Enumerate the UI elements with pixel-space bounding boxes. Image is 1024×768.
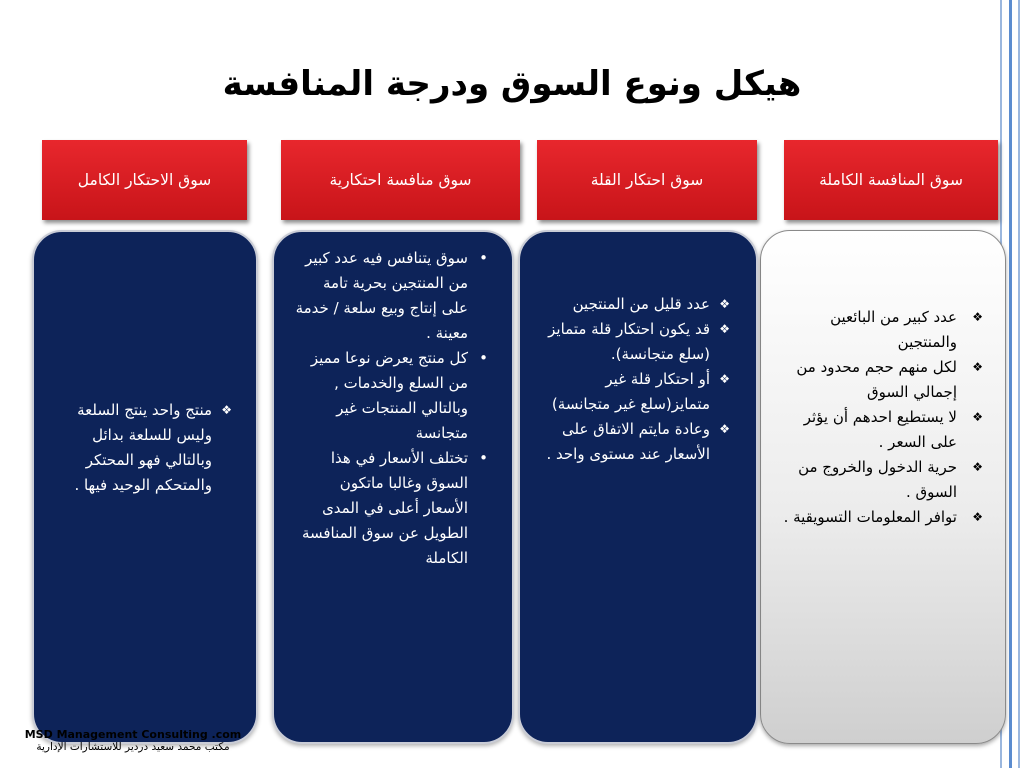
panel-oligopoly <box>518 230 758 744</box>
list-item-text: حرية الدخول والخروج من السوق . <box>798 458 957 501</box>
list-item <box>64 398 232 498</box>
diamond-bullet-icon: ❖ <box>719 297 730 311</box>
perfect-competition-list <box>779 305 983 530</box>
list-item <box>540 367 730 417</box>
monopolistic-competition-list <box>292 246 488 571</box>
slide-title: هيكل ونوع السوق ودرجة المنافسة <box>222 64 802 104</box>
footer-line-english: MSD Management Consulting .com <box>24 728 242 741</box>
list-item <box>779 405 983 455</box>
monopoly-list <box>64 398 232 498</box>
list-item-text: سوق يتنافس فيه عدد كبير من المنتجين بحرية تامة على إنتاج وبيع سلعة / خدمة معينة . <box>295 249 468 342</box>
diamond-bullet-icon: ❖ <box>719 422 730 436</box>
diamond-bullet-icon: ❖ <box>221 403 232 417</box>
list-item <box>292 246 488 346</box>
dot-bullet-icon: • <box>479 449 488 467</box>
diamond-bullet-icon: ❖ <box>972 460 983 474</box>
list-item <box>779 305 983 355</box>
header-monopoly: سوق الاحتكار الكامل <box>42 140 247 220</box>
list-item-text: وعادة مايتم الاتفاق على الأسعار عند مستوى واحد . <box>546 420 710 463</box>
header-oligopoly: سوق احتكار القلة <box>537 140 757 220</box>
list-item <box>540 317 730 367</box>
header-perfect-competition: سوق المنافسة الكاملة <box>784 140 998 220</box>
diamond-bullet-icon: ❖ <box>719 322 730 336</box>
list-item <box>779 355 983 405</box>
list-item-text: أو احتكار قلة غير متمايز(سلع غير متجانسة) <box>551 370 710 413</box>
dot-bullet-icon: • <box>479 349 488 367</box>
diamond-bullet-icon: ❖ <box>972 410 983 424</box>
list-item-text: تختلف الأسعار في هذا السوق وغالبا ماتكون الأسعار أعلى في المدى الطويل عن سوق المنافسة الكاملة <box>301 449 468 567</box>
edge-stripe-2 <box>1009 0 1012 768</box>
list-item-text: قد يكون احتكار قلة متمايز (سلع متجانسة). <box>548 320 710 363</box>
list-item-text: عدد قليل من المنتجين <box>572 295 710 313</box>
list-item-text: عدد كبير من البائعين والمنتجين <box>830 308 957 351</box>
list-item <box>779 455 983 505</box>
list-item <box>779 505 983 530</box>
list-item-text: منتج واحد ينتج السلعة وليس للسلعة بدائل وبالتالي فهو المحتكر والمتحكم الوحيد فيها . <box>74 401 212 494</box>
footer-watermark <box>8 728 258 754</box>
diamond-bullet-icon: ❖ <box>719 372 730 386</box>
list-item-text: لا يستطيع احدهم أن يؤثر على السعر . <box>803 408 957 451</box>
diamond-bullet-icon: ❖ <box>972 510 983 524</box>
panel-perfect-competition <box>760 230 1006 744</box>
list-item-text: لكل منهم حجم محدود من إجمالي السوق <box>796 358 957 401</box>
list-item <box>292 346 488 446</box>
dot-bullet-icon: • <box>479 249 488 267</box>
footer-line-arabic: مكتب محمد سعيد دردير للاستشارات الإدارية <box>36 741 230 753</box>
diamond-bullet-icon: ❖ <box>972 310 983 324</box>
list-item-text: كل منتج يعرض نوعا مميز من السلع والخدمات , وبالتالي المنتجات غير متجانسة <box>310 349 468 442</box>
panel-monopoly <box>32 230 258 744</box>
edge-stripe-3 <box>1018 0 1020 768</box>
diamond-bullet-icon: ❖ <box>972 360 983 374</box>
oligopoly-list <box>540 292 730 467</box>
header-monopolistic-competition: سوق منافسة احتكارية <box>281 140 520 220</box>
list-item-text: توافر المعلومات التسويقية . <box>783 508 957 526</box>
list-item <box>540 417 730 467</box>
panel-monopolistic-competition <box>272 230 514 744</box>
list-item <box>540 292 730 317</box>
list-item <box>292 446 488 571</box>
